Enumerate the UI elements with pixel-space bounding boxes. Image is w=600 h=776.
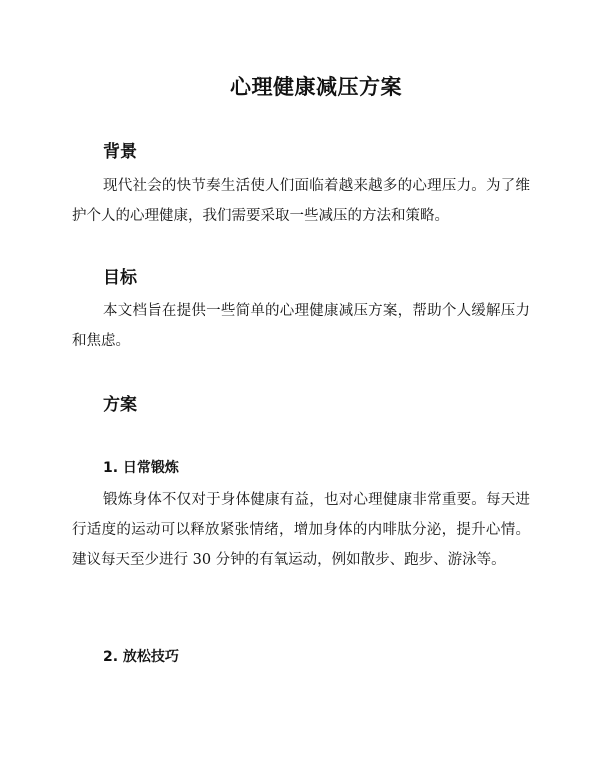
section-heading-background: 背景 [103, 142, 137, 162]
section-body-background: 现代社会的快节奏生活使人们面临着越来越多的心理压力。为了维护个人的心理健康，我们需要采取一些减压的方法和策略。 [72, 178, 530, 224]
subsection-body-exercise: 锻炼身体不仅对于身体健康有益，也对心理健康非常重要。每天进行适度的运动可以释放紧张情绪，增加身体的内啡肽分泌，提升心情。建议每天至少进行 30 分钟的有氧运动，例如散步、跑步、游泳等。 [72, 492, 530, 568]
section-heading-plan: 方案 [103, 395, 137, 415]
document-title: 心理健康减压方案 [230, 75, 402, 99]
subsection-heading-exercise: 1. 日常锻炼 [103, 460, 179, 476]
section-heading-goal: 目标 [103, 268, 137, 288]
subsection-heading-relaxation: 2. 放松技巧 [103, 649, 179, 665]
section-body-goal: 本文档旨在提供一些简单的心理健康减压方案，帮助个人缓解压力和焦虑。 [72, 303, 530, 349]
